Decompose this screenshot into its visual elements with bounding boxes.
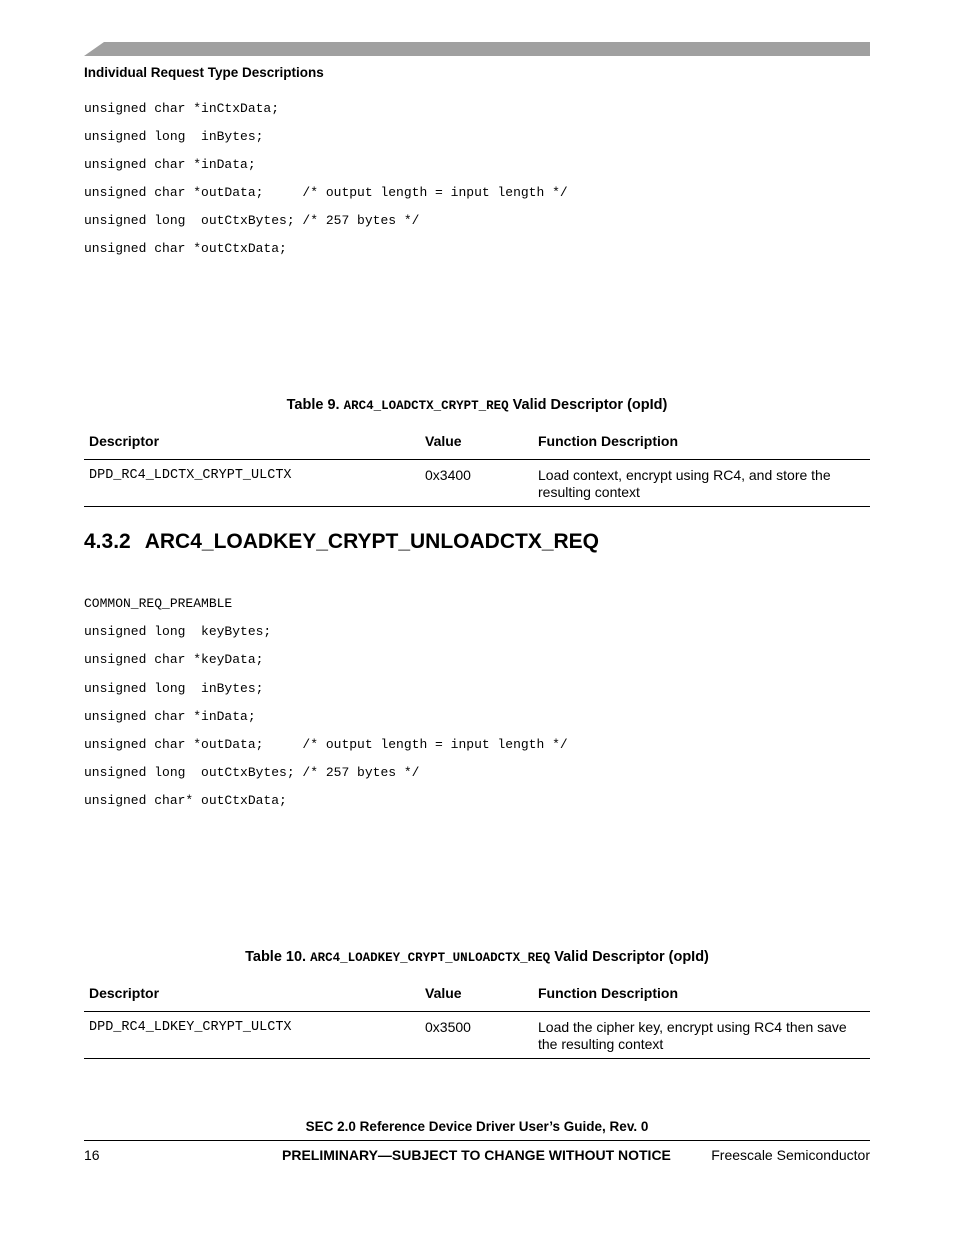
caption-code: ARC4_LOADKEY_CRYPT_UNLOADCTX_REQ [310,951,551,965]
column-header-descriptor: Descriptor [89,433,160,449]
section-heading [84,530,599,554]
code-line: unsigned char *outData; /* output length = input length */ [84,185,568,200]
code-line: unsigned long outCtxBytes; /* 257 bytes */ [84,213,420,228]
footer-divider [84,1140,870,1141]
column-header-descriptor: Descriptor [89,985,160,1001]
code-line: unsigned char *inData; [84,709,256,724]
footer-doc-title: SEC 2.0 Reference Device Driver User’s Guide, Rev. 0 [305,1119,649,1134]
column-header-value: Value [425,433,462,449]
caption-prefix: Table 10. [245,949,307,965]
column-header-value: Value [425,985,462,1001]
caption-prefix: Table 9. [286,397,340,413]
table-header-row [84,433,870,460]
caption-suffix: Valid Descriptor (opId) [554,949,709,965]
description-cell: Load the cipher key, encrypt using RC4 then save the resulting context [538,1019,847,1052]
code-line: COMMON_REQ_PREAMBLE [84,596,233,611]
code-line: unsigned long inBytes; [84,681,264,696]
table-row [84,1012,870,1059]
caption-code: ARC4_LOADCTX_CRYPT_REQ [343,399,509,413]
value-cell: 0x3400 [425,467,471,483]
description-cell: Load context, encrypt using RC4, and store the resulting context [538,467,831,500]
code-line: unsigned char *outCtxData; [84,241,287,256]
code-line: unsigned long outCtxBytes; /* 257 bytes */ [84,765,420,780]
descriptor-cell: DPD_RC4_LDCTX_CRYPT_ULCTX [89,468,292,483]
table-row [84,460,870,507]
table-header-row [84,985,870,1012]
section-number: 4.3.2 [84,530,131,553]
descriptor-table [84,985,870,1059]
page-number: 16 [84,1147,100,1163]
column-header-function: Function Description [538,433,678,449]
company-name: Freescale Semiconductor [711,1147,870,1163]
code-line: unsigned char *inData; [84,157,256,172]
code-line: unsigned char *inCtxData; [84,101,280,116]
caption-suffix: Valid Descriptor (opId) [512,397,668,413]
table-caption [84,949,870,965]
table-caption [84,397,870,413]
code-line: unsigned long inBytes; [84,129,264,144]
running-header-title: Individual Request Type Descriptions [84,65,324,80]
descriptor-table [84,433,870,507]
header-bar [84,42,870,56]
section-title-text: ARC4_LOADKEY_CRYPT_UNLOADCTX_REQ [144,530,600,553]
code-line: unsigned long keyBytes; [84,624,272,639]
preliminary-notice: PRELIMINARY—SUBJECT TO CHANGE WITHOUT NOTICE [282,1147,671,1163]
code-line: unsigned char *outData; /* output length = input length */ [84,737,568,752]
column-header-function: Function Description [538,985,678,1001]
descriptor-cell: DPD_RC4_LDKEY_CRYPT_ULCTX [89,1020,292,1035]
code-line: unsigned char *keyData; [84,652,264,667]
code-line: unsigned char* outCtxData; [84,793,287,808]
value-cell: 0x3500 [425,1019,471,1035]
